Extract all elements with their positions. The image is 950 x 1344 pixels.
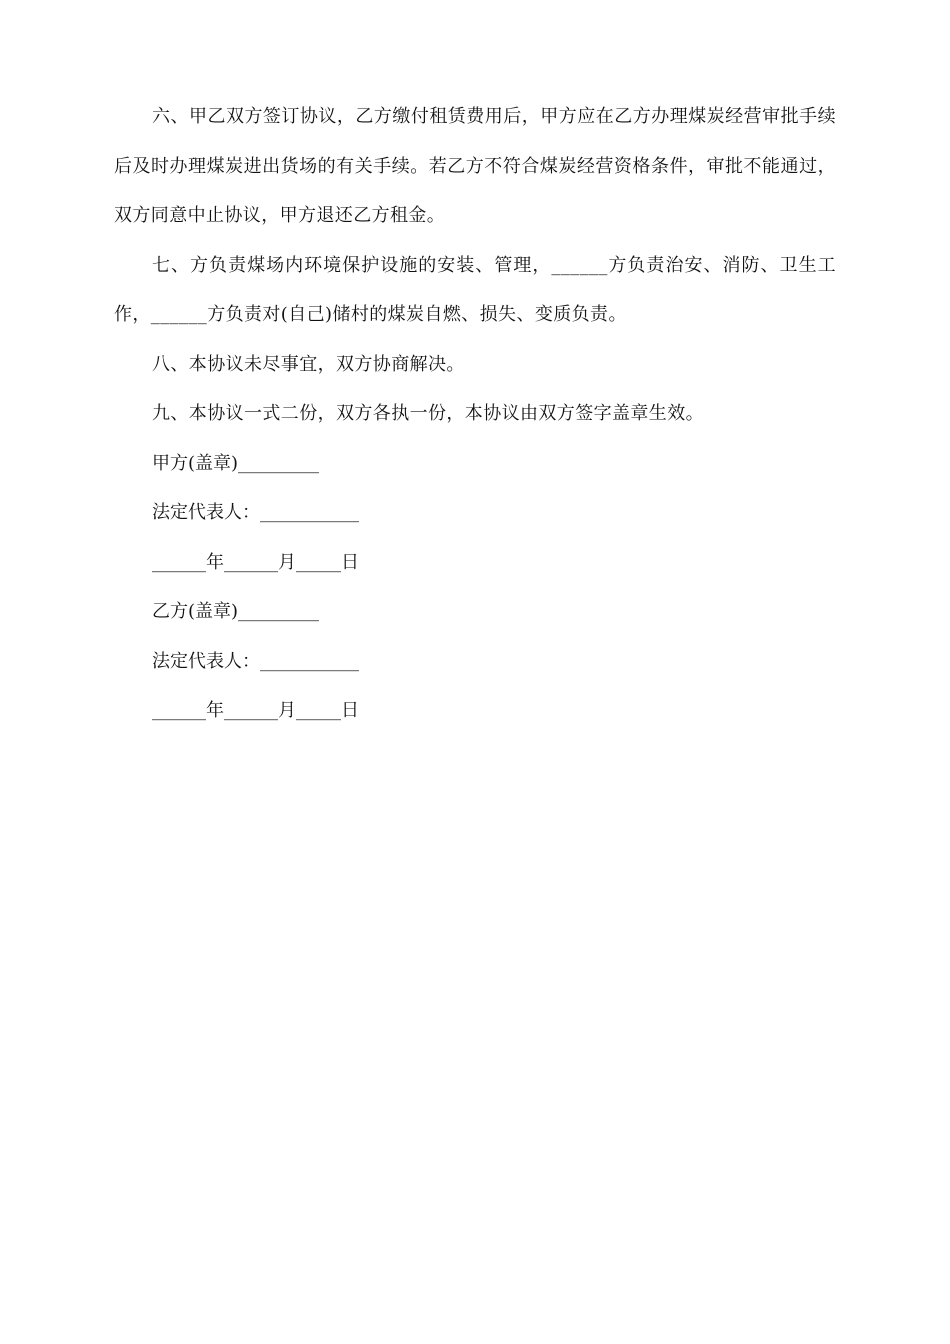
signature-block — [114, 439, 836, 736]
party-b-seal-line: 乙方(盖章)_________ — [152, 601, 320, 622]
clause-nine: 九、本协议一式二份，双方各执一份，本协议由双方签字盖章生效。 — [152, 403, 704, 424]
party-b-representative-line: 法定代表人：___________ — [152, 650, 359, 672]
party-a-date-line: ______年______月_____日 — [152, 551, 359, 573]
clause-six: 六、甲乙双方签订协议，乙方缴付租赁费用后，甲方应在乙方办理煤炭经营审批手续后及时办理煤炭进出货场的有关手续。若乙方不符合煤炭经营资格条件，审批不能通过，双方同意中止协议，甲方退还乙方租金。 — [114, 106, 836, 226]
party-b-date-line: ______年______月_____日 — [152, 700, 359, 721]
party-a-representative-line: 法定代表人：___________ — [152, 502, 359, 523]
document-body — [114, 92, 836, 736]
clause-seven: 七、方负责煤场内环境保护设施的安装、管理，______方负责治安、消防、卫生工作，______方负责对(自己)储村的煤炭自燃、损失、变质负责。 — [114, 254, 836, 325]
clause-eight: 八、本协议未尽事宜，双方协商解决。 — [152, 353, 465, 375]
party-a-seal-line: 甲方(盖章)_________ — [152, 452, 320, 474]
